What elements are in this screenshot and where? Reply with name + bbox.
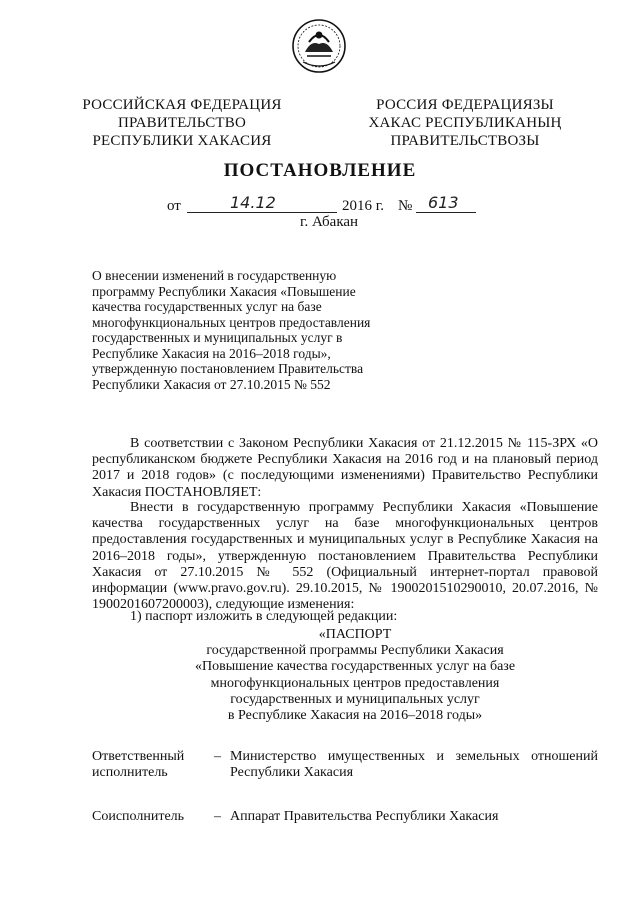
row-label: Соисполнитель [92,809,185,824]
row-value: Министерство имущественных и земельных отношений Республики Хакасия [230,749,598,781]
subject-line: качества государственных услуг на базе [92,299,322,314]
header-left-line: ПРАВИТЕЛЬСТВО [117,115,247,131]
subject-line: программу Республики Хакасия «Повышение [92,283,356,299]
body-paragraph-2 [92,500,598,613]
passport-heading-line: государственных и муниципальных услуг [230,691,480,707]
body-paragraph-3 [92,609,598,625]
passport-heading-line: многофункциональных центров предоставления [210,675,500,691]
passport-heading-line: государственной программы Республики Хакасия [206,643,504,659]
header-right-block [365,96,565,150]
subject-line: О внесении изменений в государственную [92,268,337,283]
paragraph-text: 1) паспорт изложить в следующей редакции: [130,609,398,624]
subject-line: Республике Хакасия на 2016–2018 годы», [92,345,331,361]
coat-of-arms-emblem [291,18,347,74]
body-paragraph-1 [92,436,598,501]
header-left-line: РОССИЙСКАЯ ФЕДЕРАЦИЯ [82,97,282,113]
subject-line: утвержденную постановлением Правительства [92,361,364,376]
passport-heading-line: «ПАСПОРТ [318,627,392,642]
republic-of-khakassia-coat-of-arms-icon [291,18,347,74]
document-title: ПОСТАНОВЛЕНИЕ [223,160,417,181]
number-underline [416,212,476,213]
header-left-line: РЕСПУБЛИКИ ХАКАСИЯ [92,133,272,149]
passport-row-responsible [92,749,598,783]
header-left-block [82,96,282,150]
row-label: Ответственный исполнитель [92,749,185,781]
passport-heading-line: «Повышение качества государственных услуг на базе [194,659,516,675]
header-right-line: ХАКАС РЕСПУБЛИКАНЫҢ [368,115,562,131]
date-handwritten: 14.12 [230,193,276,212]
date-prefix: от [167,198,181,214]
subject-line: многофункциональных центров предоставления [92,314,371,330]
passport-heading-line: в Республике Хакасия на 2016–2018 годы» [227,708,483,724]
row-dash: – [214,749,221,764]
subject-line: государственных и муниципальных услуг в [92,330,343,345]
year-text: 2016 г. [342,198,384,214]
subject-block [92,268,382,392]
paragraph-text: Внести в государственную программу Республики Хакасия «Повышение качества государственных услуг на базе многофункциональных центров предоставления государственных и муниципальных услуг в Республике Хакасия на 2016–2018 годы», утвержденную постановлением Правительства Республики Хакасия от 27.10.2015 № 552 (Официальный интернет-портал правовой информации (www.pravo.gov.ru). 29.10.2015, № 1900201510290010, 20.07.2016, № 1900201607200003), следующие изменения: [92,500,598,613]
number-handwritten: 613 [428,193,459,212]
row-dash: – [214,809,221,824]
paragraph-text: В соответствии с Законом Республики Хакасия от 21.12.2015 № 115-ЗРХ «О республиканском бюджете Республики Хакасия на 2016 год и на плановый период 2017 и 2018 годов» (с последующими изменениями) Правительство Республики Хакасия ПОСТАНОВЛЯЕТ: [92,436,598,500]
city-name: г. Абакан [300,214,359,230]
passport-row-coexecutor [92,809,598,827]
header-right-line: ПРАВИТЕЛЬСТВОЗЫ [390,133,540,149]
date-underline [187,212,337,213]
subject-line: Республики Хакасия от 27.10.2015 № 552 [92,376,331,392]
passport-heading [120,627,590,724]
row-value: Аппарат Правительства Республики Хакасия [230,809,499,824]
header-right-line: РОССИЯ ФЕДЕРАЦИЯЗЫ [376,97,554,113]
number-prefix: № [398,198,413,214]
